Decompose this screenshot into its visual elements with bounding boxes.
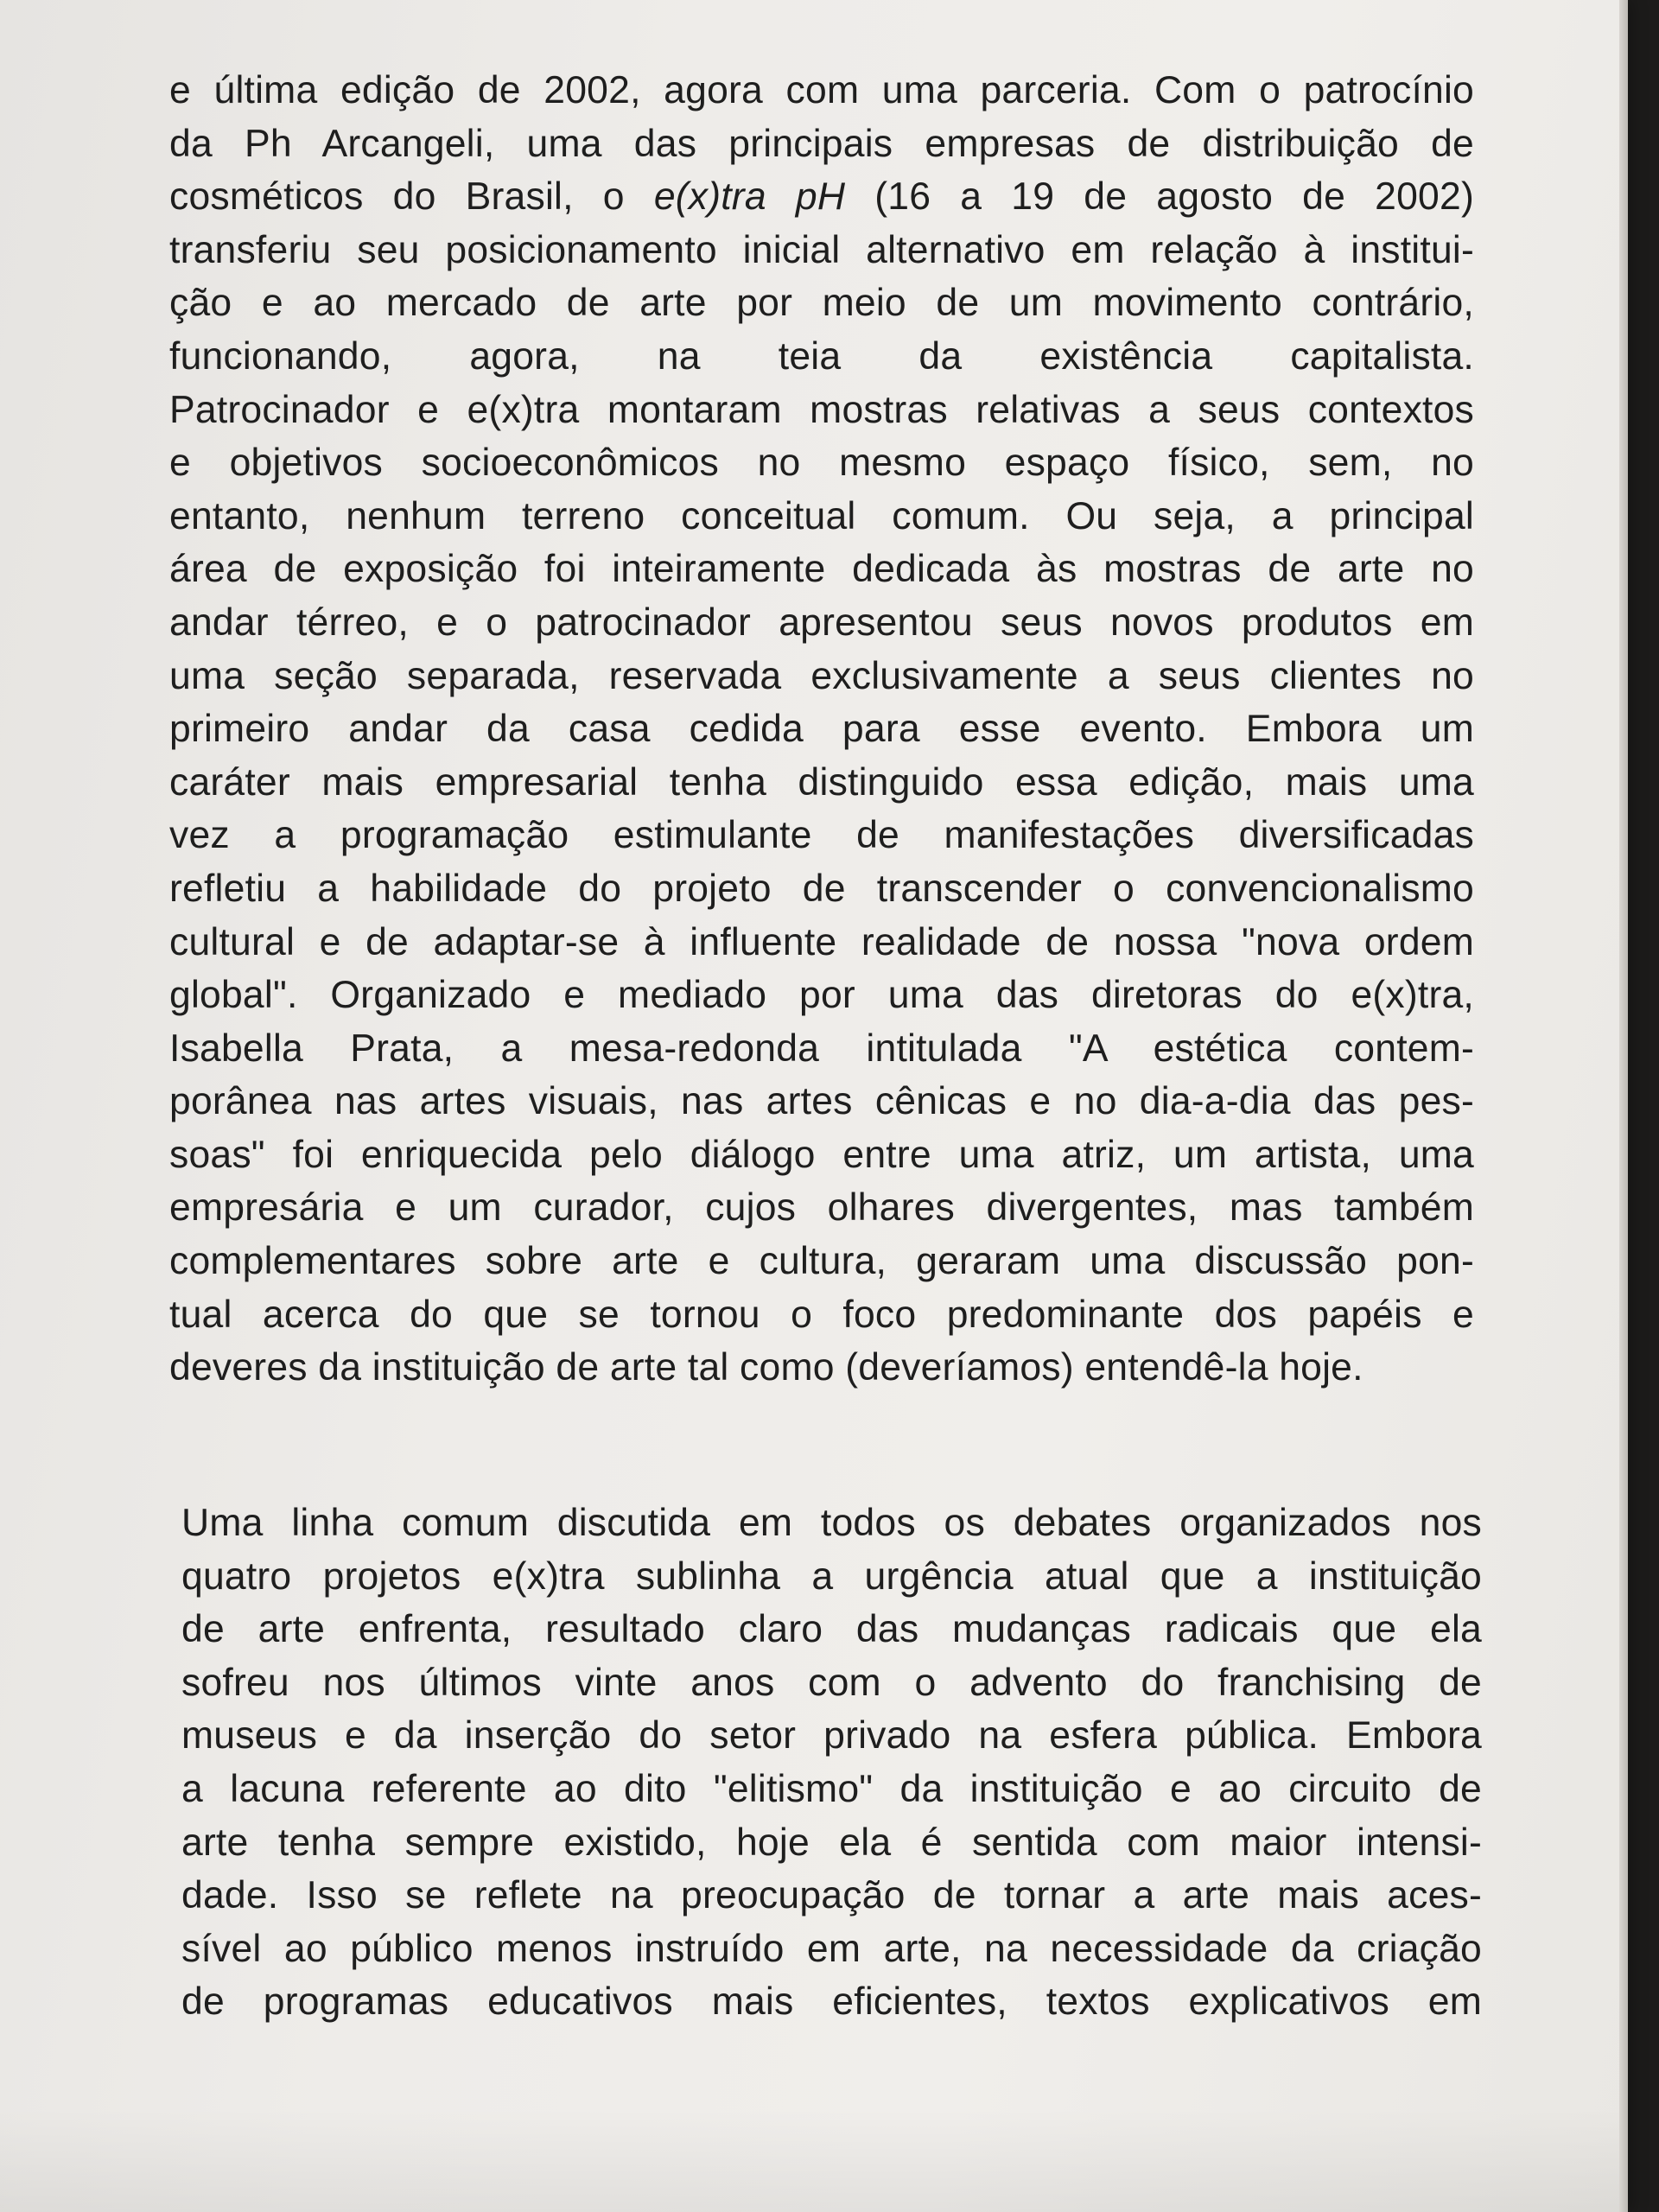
text-line: transferiu seu posicionamento inicial alternativo em relação à institui- xyxy=(169,228,1474,271)
text-line: entanto, nenhum terreno conceitual comum. Ou seja, a principal xyxy=(169,494,1474,537)
text-line: de arte enfrenta, resultado claro das mudanças radicais que ela xyxy=(181,1608,1482,1651)
text-line: andar térreo, e o patrocinador apresentou seus novos produtos em xyxy=(169,601,1474,644)
text-line: primeiro andar da casa cedida para esse evento. Embora um xyxy=(169,708,1474,751)
text-line: Uma linha comum discutida em todos os debates organizados nos xyxy=(181,1502,1482,1544)
italic-title: e(x)tra pH xyxy=(653,175,846,219)
text-line: empresária e um curador, cujos olhares divergentes, mas também xyxy=(169,1186,1474,1230)
text-line: quatro projetos e(x)tra sublinha a urgência atual que a instituição xyxy=(181,1554,1482,1598)
text-line: a lacuna referente ao dito "elitismo" da instituição e ao circuito de xyxy=(181,1767,1482,1810)
paragraph-1 xyxy=(169,64,1474,1395)
text-line: Patrocinador e e(x)tra montaram mostras relativas a seus contextos xyxy=(169,388,1474,431)
text-line: sofreu nos últimos vinte anos com o advento do franchising de xyxy=(181,1661,1482,1704)
text-line: funcionando, agora, na teia da existência capitalista. xyxy=(169,334,1474,378)
text-line: uma seção separada, reservada exclusivamente a seus clientes no xyxy=(169,654,1474,697)
text-line: complementares sobre arte e cultura, geraram uma discussão pon- xyxy=(169,1240,1474,1283)
text-line: global". Organizado e mediado por uma das diretoras do e(x)tra, xyxy=(169,974,1474,1017)
text-line: vez a programação estimulante de manifestações diversificadas xyxy=(169,814,1474,857)
text-line: sível ao público menos instruído em arte, na necessidade da criação xyxy=(181,1927,1482,1970)
text-line: de programas educativos mais eficientes, textos explicativos em xyxy=(181,1980,1482,2024)
page-edge xyxy=(1619,0,1628,2212)
text-line: cosméticos do Brasil, o e(x)tra pH (16 a 19 de agosto de 2002) xyxy=(169,175,1474,219)
text-line: cultural e de adaptar-se à influente realidade de nossa "nova ordem xyxy=(169,920,1474,963)
text-line: museus e da inserção do setor privado na esfera pública. Embora xyxy=(181,1714,1482,1758)
text-line: ção e ao mercado de arte por meio de um movimento contrário, xyxy=(169,282,1474,325)
text-line: tual acerca do que se tornou o foco predominante dos papéis e xyxy=(169,1293,1474,1336)
text-line: porânea nas artes visuais, nas artes cênicas e no dia-a-dia das pes- xyxy=(169,1080,1474,1123)
text-line: soas" foi enriquecida pelo diálogo entre uma atriz, um artista, uma xyxy=(169,1133,1474,1176)
page-shadow xyxy=(0,2108,1624,2212)
text-line: caráter mais empresarial tenha distinguido essa edição, mais uma xyxy=(169,760,1474,804)
text-line: deveres da instituição de arte tal como (deveríamos) entendê-la hoje. xyxy=(169,1346,1363,1389)
text-line: arte tenha sempre existido, hoje ela é sentida com maior intensi- xyxy=(181,1821,1482,1864)
text-line: e última edição de 2002, agora com uma parceria. Com o patrocínio xyxy=(169,69,1474,111)
text-line: dade. Isso se reflete na preocupação de tornar a arte mais aces- xyxy=(181,1874,1482,1917)
text-line: Isabella Prata, a mesa-redonda intitulada "A estética contem- xyxy=(169,1027,1474,1070)
paragraph-2 xyxy=(181,1497,1482,2029)
text-line: da Ph Arcangeli, uma das principais empresas de distribuição de xyxy=(169,122,1474,165)
text-line: e objetivos socioeconômicos no mesmo espaço físico, sem, no xyxy=(169,442,1474,485)
text-line: área de exposição foi inteiramente dedicada às mostras de arte no xyxy=(169,548,1474,591)
text-line: refletiu a habilidade do projeto de transcender o convencionalismo xyxy=(169,867,1474,910)
